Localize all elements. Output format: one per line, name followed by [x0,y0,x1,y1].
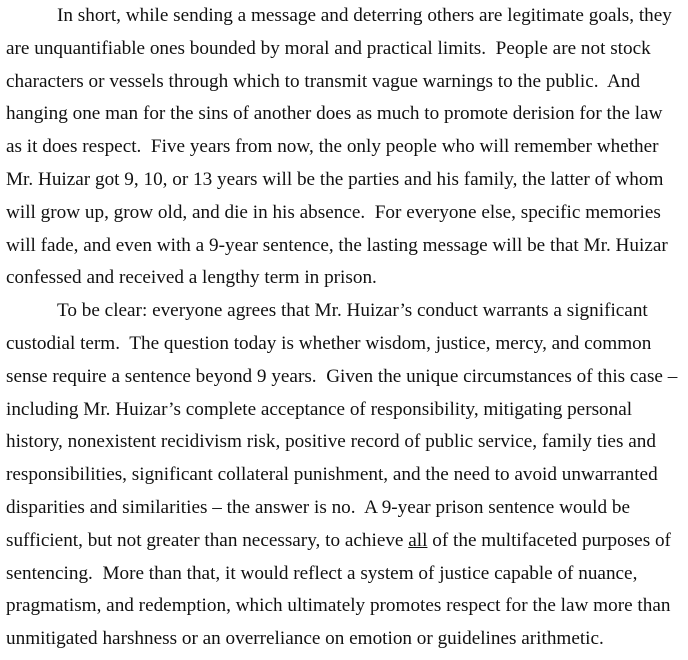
text-line: custodial term. The question today is whether wisdom, justice, mercy, and common [6,332,652,354]
text-line: Mr. Huizar got 9, 10, or 13 years will be the parties and his family, the latter of whom [6,168,664,190]
text-line: disparities and similarities – the answer is no. A 9-year prison sentence would be [6,496,630,518]
text-line: sense require a sentence beyond 9 years. Given the unique circumstances of this case – [6,365,678,387]
text-line: including Mr. Huizar’s complete acceptance of responsibility, mitigating personal [6,398,633,420]
text-line [6,525,688,558]
text-segment: sufficient, but not greater than necessary, to achieve [6,529,409,551]
paragraph-2 [6,295,688,656]
text-line: as it does respect. Five years from now, the only people who will remember whether [6,136,659,158]
text-line: pragmatism, and redemption, which ultimately promotes respect for the law more than [6,595,671,617]
text-line: will grow up, grow old, and die in his absence. For everyone else, specific memories [6,201,661,223]
text-segment: of the multifaceted purposes of [427,529,671,551]
text-line: To be clear: everyone agrees that Mr. Huizar’s conduct warrants a significant [57,300,648,322]
text-line: responsibilities, significant collateral punishment, and the need to avoid unwarranted [6,464,658,486]
underlined-word: all [408,529,428,551]
text-line: are unquantifiable ones bounded by moral and practical limits. People are not stock [6,37,651,59]
text-line: characters or vessels through which to transmit vague warnings to the public. And [6,70,641,92]
text-line: unmitigated harshness or an overreliance on emotion or guidelines arithmetic. [6,628,604,650]
text-line: confessed and received a lengthy term in prison. [6,267,377,289]
text-line: In short, while sending a message and deterring others are legitimate goals, they [57,5,672,26]
paragraph-1 [6,0,688,295]
text-line: hanging one man for the sins of another does as much to promote derision for the law [6,103,663,125]
text-line: will fade, and even with a 9-year sentence, the lasting message will be that Mr. Huizar [6,234,668,256]
text-line: history, nonexistent recidivism risk, positive record of public service, family ties and [6,431,656,453]
text-line: sentencing. More than that, it would reflect a system of justice capable of nuance, [6,562,638,584]
